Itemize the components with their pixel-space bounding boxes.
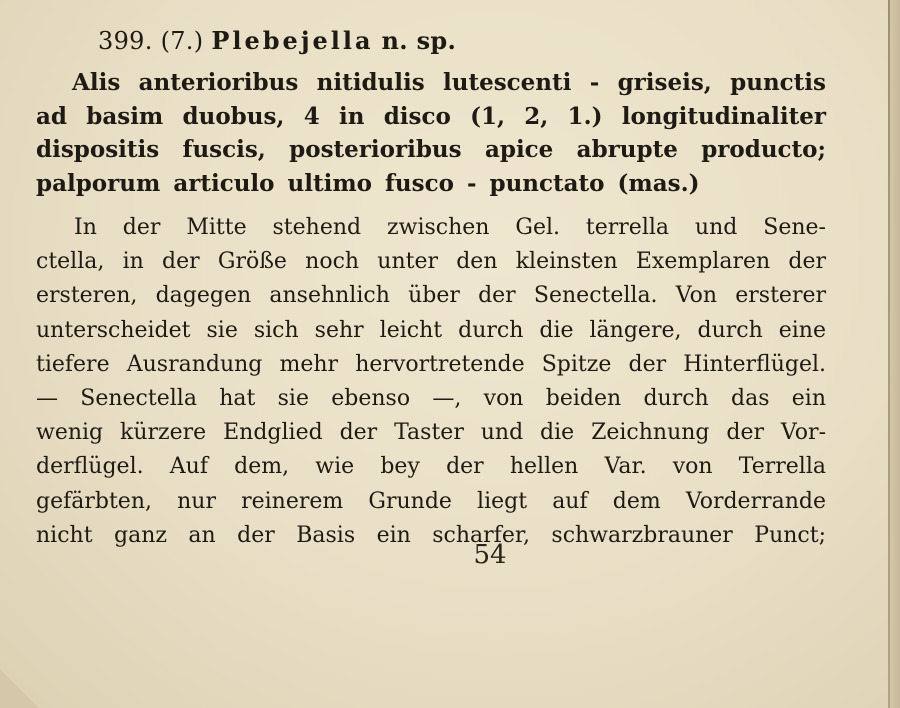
body-line: ctella, in der Größe noch unter den kleinsten Exemplaren der — [36, 249, 826, 275]
body-line: unterscheidet sie sich sehr leicht durch die längere, durch eine — [36, 317, 826, 343]
diagnosis-line: palporum articulo ultimo fusco - punctato (mas.) — [36, 169, 700, 197]
body-line: tiefere Ausrandung mehr hervortretende Spitze der Hinterflügel. — [36, 351, 826, 377]
diagnosis-line: ad basim duobus, 4 in disco (1, 2, 1.) longitudinaliter — [36, 102, 826, 130]
diagnosis-line: dispositis fuscis, posterioribus apice abrupte producto; — [36, 136, 826, 163]
diagnosis-line: Alis anterioribus nitidulis lutescenti - griseis, punctis — [72, 69, 826, 96]
page-edge — [890, 0, 900, 708]
body-line: wenig kürzere Endglied der Taster und die Zeichnung der Vor- — [36, 420, 826, 446]
species-heading — [98, 20, 826, 62]
page-number: 54 — [473, 540, 507, 570]
body-line: derflügel. Auf dem, wie bey der hellen Var. von Terrella — [36, 454, 826, 480]
german-description — [36, 211, 826, 553]
body-line: nicht ganz an der Basis ein scharfer, schwarzbrauner Punct; — [36, 522, 826, 548]
body-line: gefärbten, nur reinerem Grunde liegt auf dem Vorderrande — [36, 488, 826, 514]
species-status: n. sp. — [381, 26, 457, 55]
body-line: — Senectella hat sie ebenso —, von beiden durch das ein — [36, 386, 826, 412]
entry-number: 399. — [98, 27, 153, 55]
latin-diagnosis — [36, 66, 826, 200]
genus-name: Plebejella — [211, 26, 374, 55]
entry-sub-number: (7.) — [160, 27, 204, 55]
page-edge-line — [888, 0, 890, 708]
text-block — [36, 20, 826, 553]
body-line: ersteren, dagegen ansehnlich über der Senectella. Von ersterer — [36, 283, 826, 309]
page-corner-shadow — [0, 668, 40, 708]
body-line: In der Mitte stehend zwischen Gel. terrella und Sene- — [74, 215, 826, 240]
